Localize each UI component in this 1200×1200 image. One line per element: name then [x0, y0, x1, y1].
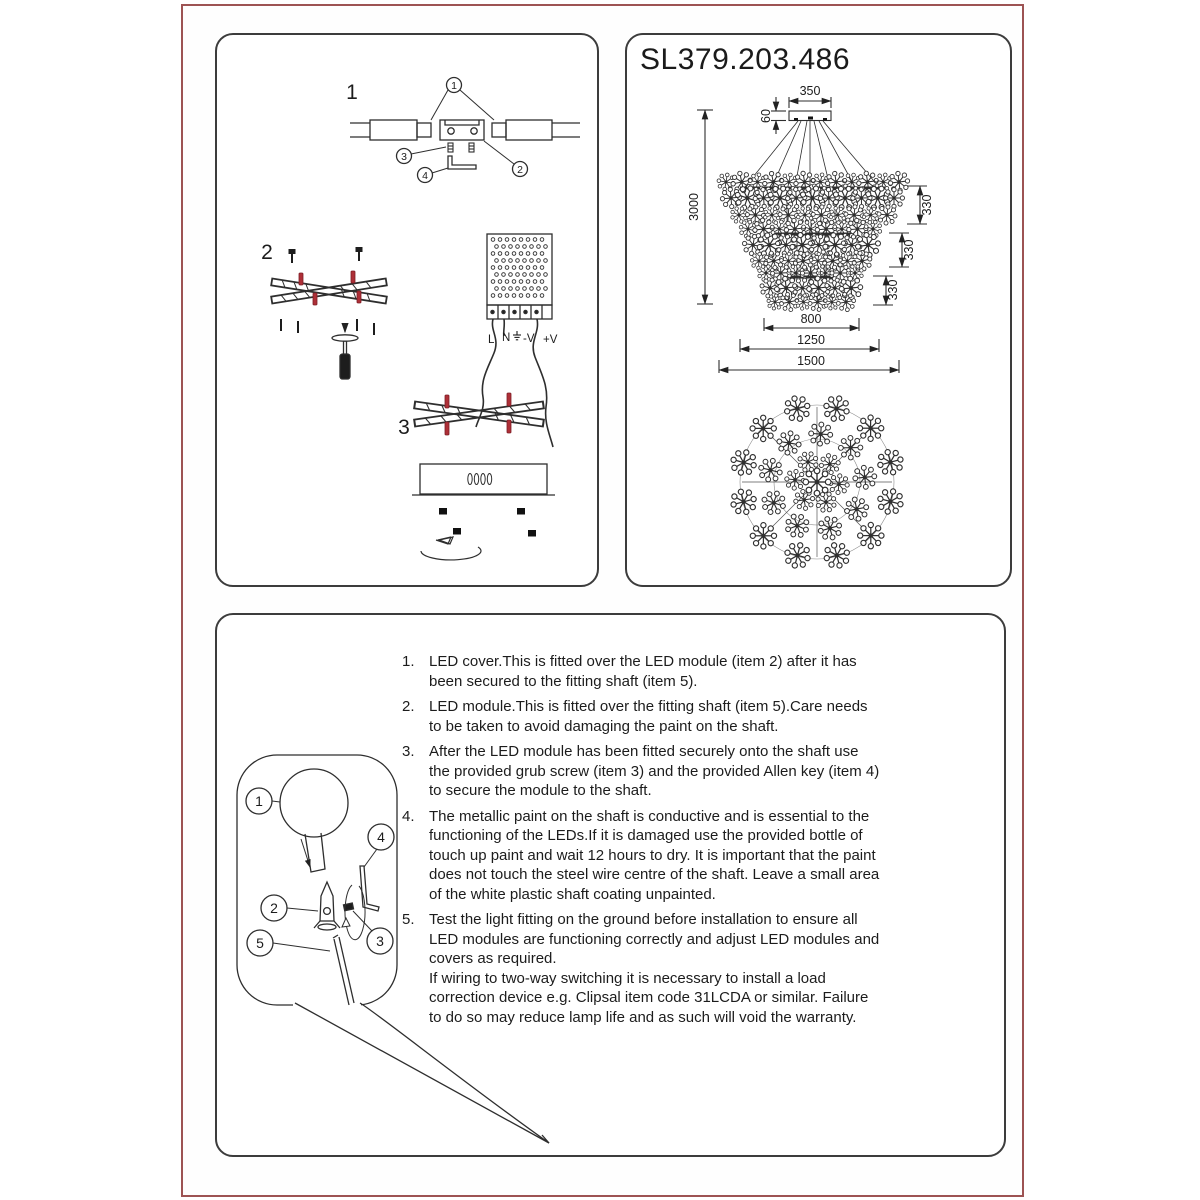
step1-label: 1: [346, 81, 358, 104]
led-module-part: [314, 882, 340, 930]
crossed-arms-2: [414, 393, 544, 435]
step1-diagram: [346, 78, 580, 183]
allen-key-icon: [448, 156, 476, 169]
svg-text:1: 1: [255, 793, 263, 809]
dim-330-2: [889, 233, 916, 267]
canopy-front: [789, 111, 831, 121]
step3-diagram: [398, 393, 555, 560]
item-text: The metallic paint on the shaft is conductive and is essential to the functioning of the LEDs.If it is damaged use the provided bottle of touch up paint and wait 12 hours to dry. It is important that the paint does not touch the steel wire centre of the shaft. Leave a small area of the white plastic shaft coating unpainted.: [429, 807, 880, 903]
svg-text:330: 330: [920, 194, 934, 216]
screwdriver-icon: [332, 323, 358, 379]
svg-text:330: 330: [886, 279, 900, 301]
driver-perforations: [491, 238, 547, 298]
svg-text:2: 2: [270, 900, 278, 916]
svg-text:3: 3: [376, 933, 384, 949]
rotation-arrow-icon: [421, 537, 481, 560]
earth-icon: [513, 331, 521, 340]
mounting-blocks: [439, 508, 536, 537]
dim-1500: [719, 354, 899, 373]
instruction-item-1: [402, 652, 880, 691]
step2-label: 2: [261, 241, 273, 264]
crossed-arms: [271, 248, 387, 335]
item-number: 3.: [402, 743, 415, 760]
assembly-steps-panel: [215, 33, 599, 587]
item-text: [429, 910, 880, 1027]
terminal-l: L: [488, 334, 495, 346]
item-text: LED cover.This is fitted over the LED module (item 2) after it has been secured to the fitting shaft (item 5).: [429, 653, 857, 690]
callout-2: [261, 895, 318, 921]
dimension-drawing: [627, 35, 1010, 585]
terminal-strip: [487, 305, 552, 319]
svg-text:4: 4: [377, 829, 385, 845]
allen-key-part: [360, 866, 379, 911]
dim-330-1: [907, 186, 934, 224]
svg-text:1: 1: [451, 80, 457, 92]
callout-3: [353, 911, 393, 954]
item-text: LED module.This is fitted over the fitting shaft (item 5).Care needs to be taken to avoid damaging the paint on the shaft.: [429, 698, 868, 735]
parts-callouts: [246, 788, 394, 956]
item-number: 4.: [402, 807, 415, 825]
product-title: SL379.203.486: [640, 43, 851, 76]
instructions-panel: [215, 613, 1006, 1157]
item-text-p2: If wiring to two-way switching it is necessary to install a load correction device e.g. Clipsal item code 31LCDA or similar. Failure to do so may reduce lamp life and as such will void the warranty.: [429, 969, 869, 1026]
item-text: After the LED module has been fitted securely onto the shaft use the provided grub screw (item 3) and the provided Allen key (item 4) to secure the module to the shaft.: [429, 743, 880, 799]
step3-label: 3: [398, 416, 410, 439]
instruction-item-3: [402, 742, 880, 801]
instruction-item-5: [402, 910, 880, 1027]
svg-text:5: 5: [256, 935, 264, 951]
led-module-bracket: [440, 120, 484, 140]
tier-clusters: [716, 167, 911, 315]
terminal-pv: +V: [543, 334, 558, 346]
instructions-list: [402, 652, 880, 1033]
callout-5: [247, 930, 330, 956]
svg-text:3: 3: [401, 151, 407, 163]
svg-text:4: 4: [422, 170, 428, 182]
terminal-n: N: [502, 332, 511, 344]
callout-4: [418, 168, 449, 183]
callout-1: [246, 788, 280, 814]
callout-2: [484, 141, 528, 177]
grub-screws: [448, 143, 474, 152]
canopy-holes: [468, 474, 492, 485]
svg-text:60: 60: [759, 109, 773, 123]
svg-text:1500: 1500: [797, 354, 825, 368]
svg-text:2: 2: [517, 164, 523, 176]
ceiling-canopy: [412, 464, 555, 560]
svg-text:1250: 1250: [797, 333, 825, 347]
dim-60: [759, 97, 786, 134]
item-number: 1.: [402, 653, 415, 670]
top-view: [728, 393, 907, 572]
instruction-item-4: [402, 807, 880, 905]
svg-text:330: 330: [902, 239, 916, 261]
svg-text:350: 350: [799, 84, 821, 98]
item-number: 5.: [402, 911, 415, 928]
fitting-tube-left: [350, 120, 431, 140]
callout-4: [364, 824, 394, 867]
svg-text:800: 800: [800, 312, 822, 326]
dim-1250: [740, 333, 879, 352]
assembly-steps-drawing: [217, 35, 597, 585]
dim-330-3: [873, 276, 900, 305]
item-number: 2.: [402, 698, 415, 715]
terminal-nv: -V: [523, 333, 535, 345]
fitting-shaft-part: [333, 935, 354, 1005]
instruction-item-2: [402, 697, 880, 736]
dimensions-panel: [625, 33, 1012, 587]
callout-1: [431, 78, 494, 121]
dim-3000: [687, 110, 713, 304]
dim-800: [764, 312, 859, 331]
led-cover-globe: [280, 769, 348, 872]
fitting-tube-right: [492, 120, 580, 140]
dim-350: [789, 84, 831, 108]
svg-text:3000: 3000: [687, 193, 701, 221]
item-text-p1: Test the light fitting on the ground before installation to ensure all LED modules are functioning correctly and adjust LED modules and covers as required.: [429, 911, 880, 967]
callout-3: [397, 147, 447, 164]
terminal-labels: [488, 331, 558, 346]
